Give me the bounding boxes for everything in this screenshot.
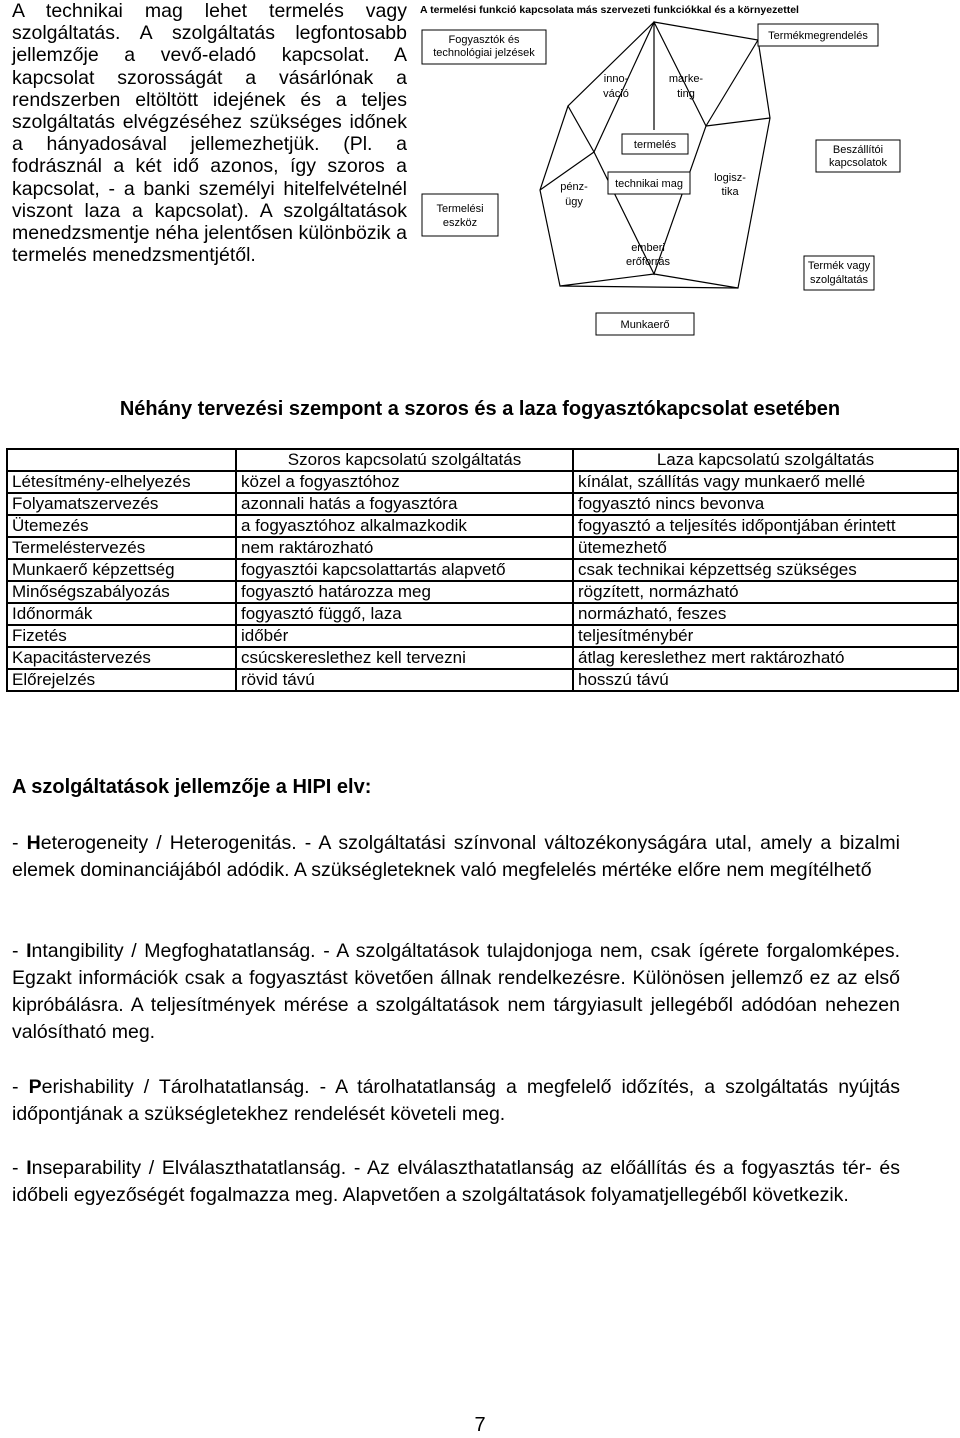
label-penzugy-2: ügy xyxy=(565,196,583,208)
table-cell: átlag kereslethez mert raktározható xyxy=(573,647,958,669)
connector-line xyxy=(568,106,594,152)
table-cell: Termeléstervezés xyxy=(7,537,236,559)
label-penzugy-1: pénz- xyxy=(560,181,588,193)
box-beszallitoi-line2: kapcsolatok xyxy=(828,157,888,169)
table-cell: normázható, feszes xyxy=(573,603,958,625)
box-termek-line2: szolgáltatás xyxy=(809,274,869,286)
box-termek-line1: Termék vagy xyxy=(807,260,871,272)
table-cell: ütemezhető xyxy=(573,537,958,559)
hipi-item-inseparability: - Inseparability / Elválaszthatatlanság. - Az elválaszthatatlanság az előállítás és a fogyasztás tér- és időbeli egyezőségét fogalmazza meg. Alapvetően a szolgáltatások folyamatjellegéből következik. xyxy=(12,1157,900,1206)
table-cell: Laza kapcsolatú szolgáltatás xyxy=(573,449,958,471)
table-cell: fogyasztó a teljesítés időpontjában érintett xyxy=(573,515,958,537)
table-cell: Munkaerő képzettség xyxy=(7,559,236,581)
connector-line xyxy=(560,274,654,286)
table-cell: Szoros kapcsolatú szolgáltatás xyxy=(236,449,573,471)
connector-line xyxy=(654,274,738,288)
label-marketing-2: ting xyxy=(677,88,695,100)
table-cell: fogyasztó nincs bevonva xyxy=(573,493,958,515)
hipi-item-heterogeneity: - Heterogeneity / Heterogenitás. - A szolgáltatási színvonal változékonyságára utal, amely a bizalmi elemek dominanciájából adódik. A szükségleteknek való megfelelés mértéke előre nem megítélhető xyxy=(12,832,900,881)
table-heading: Néhány tervezési szempont a szoros és a laza fogyasztókapcsolat esetében xyxy=(119,398,841,420)
box-fogyasztok-line1: Fogyasztók és xyxy=(448,34,520,46)
box-termelesi-eszkoz xyxy=(422,194,498,236)
table-cell: Előrejelzés xyxy=(7,669,236,691)
table-cell: csúcskereslethez kell tervezni xyxy=(236,647,573,669)
table-cell: hosszú távú xyxy=(573,669,958,691)
table-cell: rögzített, normázható xyxy=(573,581,958,603)
table-cell: fogyasztó határozza meg xyxy=(236,581,573,603)
table-cell: fogyasztó függő, laza xyxy=(236,603,573,625)
table-row xyxy=(7,471,958,493)
label-innovacio-2: váció xyxy=(603,88,629,100)
table-cell: teljesítménybér xyxy=(573,625,958,647)
diagram-title: A termelési funkció kapcsolata más szervezeti funkciókkal és a környezettel xyxy=(420,4,799,16)
production-function-diagram xyxy=(418,0,960,340)
box-eszkoz-line1: Termelési xyxy=(436,203,484,215)
table-cell: azonnali hatás a fogyasztóra xyxy=(236,493,573,515)
table-row xyxy=(7,515,958,537)
label-innovacio-1: inno- xyxy=(603,73,629,85)
hipi-item-intangibility: - Intangibility / Megfoghatatlanság. - A szolgáltatások tulajdonjoga nem, csak ígérete forgalomképes. Egzakt információk csak a fogyasztást követően állnak rendelkezésre. Különösen jellemző ez az első kipróbálásra. A teljesítmények mérése a szolgáltatások nem tárgyiasult jellegéből adódóan nehezen valósítható meg. xyxy=(12,940,900,1043)
table-cell xyxy=(7,449,236,471)
table-row xyxy=(7,603,958,625)
box-fogyasztok-line2: technológiai jelzések xyxy=(433,47,535,59)
table-row xyxy=(7,493,958,515)
table-cell: időbér xyxy=(236,625,573,647)
hipi-title: A szolgáltatások jellemzője a HIPI elv: xyxy=(12,776,372,798)
label-logisztika-2: tika xyxy=(721,186,739,198)
label-emberi-1: emberi xyxy=(631,242,665,254)
table-cell: csak technikai képzettség szükséges xyxy=(573,559,958,581)
label-marketing-1: marke- xyxy=(668,73,704,85)
table-row xyxy=(7,625,958,647)
table-cell: nem raktározható xyxy=(236,537,573,559)
table-cell: a fogyasztóhoz alkalmazkodik xyxy=(236,515,573,537)
page-number: 7 xyxy=(474,1414,486,1436)
table-cell: kínálat, szállítás vagy munkaerő mellé xyxy=(573,471,958,493)
comparison-table xyxy=(6,448,959,692)
connector-line xyxy=(706,118,770,126)
label-logisztika-1: logisz- xyxy=(714,172,746,184)
table-cell: Kapacitástervezés xyxy=(7,647,236,669)
table-row xyxy=(7,559,958,581)
table-cell: rövid távú xyxy=(236,669,573,691)
box-beszallitoi-line1: Beszállítói xyxy=(832,144,884,156)
box-munkaero-label: Munkaerő xyxy=(620,319,670,331)
box-technikai-mag-label: technikai mag xyxy=(615,178,683,190)
table-cell: Folyamatszervezés xyxy=(7,493,236,515)
label-emberi-2: erőforrás xyxy=(625,256,671,268)
box-termeles-label: termelés xyxy=(633,139,677,151)
table-row xyxy=(7,581,958,603)
box-termekmegrendeles-label: Termékmegrendelés xyxy=(768,30,868,42)
table-row xyxy=(7,669,958,691)
table-cell: közel a fogyasztóhoz xyxy=(236,471,573,493)
box-eszkoz-line2: eszköz xyxy=(442,217,478,229)
table-cell: Minőségszabályozás xyxy=(7,581,236,603)
hipi-item-perishability: - Perishability / Tárolhatatlanság. - A tárolhatatlanság a megfelelő időzítés, a szolgáltatás nyújtás időpontjának a szükségletekhez rendelését követeli meg. xyxy=(12,1076,900,1125)
connector-line xyxy=(706,40,758,126)
table-cell: Létesítmény-elhelyezés xyxy=(7,471,236,493)
intro-paragraph: A technikai mag lehet termelés vagy szolgáltatás. A szolgáltatás legfontosabb jellemzője a vevő-eladó kapcsolat. A kapcsolat szorosságát a vásárlónak a rendszerben eltöltött idejének és a teljes szolgáltatás elvégzéséhez szükséges időnek a hányadosával jellemezhetjük. (Pl. a fodrásznál a két idő azonos, így szoros a kapcsolat, - a banki személyi hitelfelvételnél viszont laza a kapcsolat). A szolgáltatások menedzsmentje néha jelentősen különbözik a termelés menedzsmentjétől. xyxy=(12,0,407,267)
table-cell: Fizetés xyxy=(7,625,236,647)
table-row xyxy=(7,537,958,559)
table-cell: Ütemezés xyxy=(7,515,236,537)
table-row xyxy=(7,647,958,669)
table-cell: fogyasztói kapcsolattartás alapvető xyxy=(236,559,573,581)
table-header-row xyxy=(7,449,958,471)
table-cell: Időnormák xyxy=(7,603,236,625)
